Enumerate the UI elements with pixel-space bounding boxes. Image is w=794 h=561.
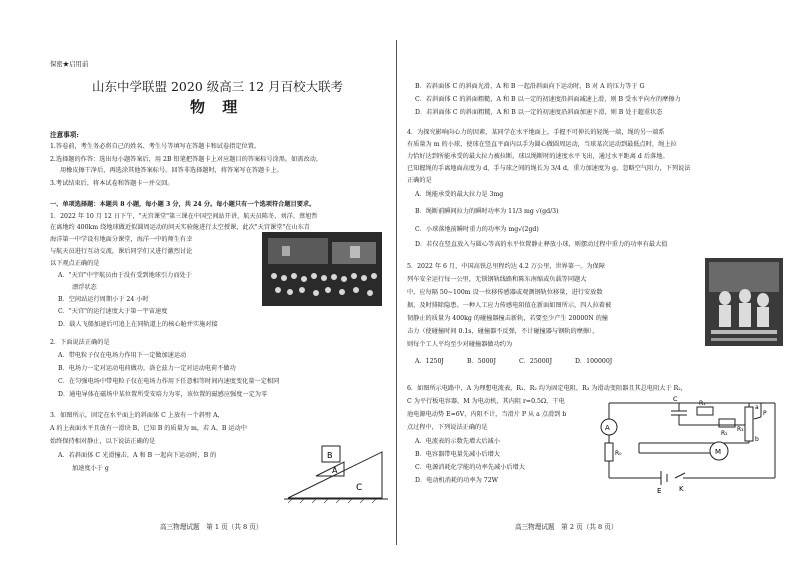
right-column xyxy=(397,0,794,561)
classroom-photo-image xyxy=(262,232,382,306)
q4-line: 4．为探究影响向心力的因素，某同学在水平地面上，手握不可伸长的轻绳一端，绳的另一端系 xyxy=(407,129,665,136)
q4-line: 力恰好达到所能承受的最大拉力被拉断，球以绳断时的速度水平飞出，通过水平距离 d 后落地。 xyxy=(407,153,669,160)
q3-line: 3．如图所示，固定在水平面上的斜面体 C 上放有一个斜劈 A， xyxy=(50,412,224,419)
q1-option: D．载人飞船加速后可追上在同轨道上的核心舱并实施对接 xyxy=(58,321,218,328)
block-b-label: B xyxy=(327,451,333,460)
ammeter-label: A xyxy=(605,424,610,432)
q5-line: 则每个工人平均至少对碰撞器做功约为 xyxy=(407,341,513,348)
q1-option: A．"天宫"中宇航员由于没有受到地球引力而处于 xyxy=(58,272,192,279)
point-a-label: a xyxy=(755,404,759,411)
q4-line: 已知握绳的手离地面高度为 d，手与球之间的绳长为 3/4 d，重力加速度为 g，忽略空气阻力，下列说法 xyxy=(407,165,691,172)
q5-line: 列车安全运行每一公里，无锁钢轨线路和陈东南缩或负载等同题大 xyxy=(407,276,587,283)
q2-stem: 2．下面说法正确的是 xyxy=(50,339,110,346)
q5-line: 中，应每隔 50~100m 设一位移传感器或观测钢轨位移量，进行安放数 xyxy=(407,289,603,296)
incline-c-label: C xyxy=(356,483,363,493)
q4-option: D．若仅在竖直放入与圆心等高的水平位置静止释放小球，则摆动过程中重力的功率有最大值 xyxy=(415,241,668,248)
classroom-photo xyxy=(262,232,382,306)
secret-label: 保密★启用前 xyxy=(50,60,89,68)
q6-option: A．电流表的示数先增大后减小 xyxy=(415,438,500,445)
rail-photo-image xyxy=(705,258,783,346)
section-heading: 一、单项选择题：本题共 8 小题，每小题 3 分，共 24 分。每小题只有一个选项符合题目要求。 xyxy=(50,201,316,208)
wedge-a-label: A xyxy=(332,466,338,475)
q5-line: 击力（使碰撞时间 0.1s，碰撞器不反弹，不计碰撞器与钢轨的摩擦）， xyxy=(407,328,599,335)
q3-line: A 的上表面水平且放有一滑块 B，已知 B 的质量为 m，若 A、B 运动中 xyxy=(50,425,247,432)
note-item: 用橡皮擦干净后，再选涂其他答案标号。回答非选择题时，将答案写在答题卡上。 xyxy=(60,167,283,174)
subject-title: 物 理 xyxy=(190,98,244,116)
note-item: 2.选择题的作答：选出每小题答案后，用 2B 铅笔把答题卡上对应题目的答案标号涂黑。如需改动， xyxy=(50,156,323,163)
circuit-diagram xyxy=(599,383,785,495)
q2-option: A．带电粒子仅在电场力作用下一定做加速运动 xyxy=(58,352,187,359)
q1-option: 漂浮状态 xyxy=(72,284,97,291)
capacitor-label: C xyxy=(673,395,678,403)
footer-left: 高三物理试题 第 1 页（共 8 页） xyxy=(160,523,263,531)
note-item: 1.答卷前，考生务必将自己的姓名、考生号等填写在答题卡和试卷指定位置。 xyxy=(50,143,261,150)
q3-line: 始终保持相对静止，以下说法正确的是 xyxy=(50,438,156,445)
q4-option: A．绳能承受的最大拉力是 3mg xyxy=(415,191,504,198)
q5-line: 5．2022 年 6 月，中国高铁总里程约达 4.2 万公里，世界第一。为保障 xyxy=(407,263,605,270)
r2-label: R₂ xyxy=(721,430,728,437)
q5-line: 据，及时排除隐患。一种人工应力传感电阻值在新面如图所示，四人拉着被 xyxy=(407,302,612,309)
q6-line: 6．如图所示电路中，A 为理想电流表，R₁、R₂ 均为固定电阻，R₃ 为滑动变阻器且其总电阻大于 R₂， xyxy=(407,385,687,392)
q4-line: 正确的是 xyxy=(407,177,432,184)
rail-photo xyxy=(705,258,783,346)
switch-k-label: K xyxy=(679,485,684,493)
q5-option: B．5000J xyxy=(467,358,496,365)
q1-option: B．空间站运行周期小于 24 小时 xyxy=(58,296,149,303)
q2-option: C．在匀强电场中带电粒子仅在电场力作用下任意相等时间内速度变化量一定相同 xyxy=(58,378,280,385)
q2-option: B．电场力一定对运动电荷做功，洛仑兹力一定对运动电荷不做功 xyxy=(58,365,236,372)
q6-option: C．电源消耗化学能的功率先减小后增大 xyxy=(415,464,525,471)
q6-option: D．电动机消耗的功率为 72W xyxy=(415,477,499,484)
q3-option: A．若斜面体 C 光滑撞击，A 和 B 一起向下运动时，B 的 xyxy=(58,452,217,459)
q4-line: 有质量为 m 的小球，使球在竖直平面内以手为圆心做圆周运动，当球某次运动到最低点时，绳上拉 xyxy=(407,141,677,148)
q1-option: C．"天宫"的运行速度大于第一宇宙速度 xyxy=(58,308,168,315)
q1-line: 1．2022 年 10 月 12 日下午，"天宫课堂"第三课在中国空间站开讲，航天员陈冬、刘洋、蔡旭哲 xyxy=(50,213,318,220)
q2-option: D．通电导体在磁场中某位置所受安培力为零，该位置的磁感应强度一定为零 xyxy=(58,391,268,398)
r1-label: R₁ xyxy=(699,400,706,407)
q4-option: C．小球落地前瞬时重力的功率为 mg√(2gd) xyxy=(415,226,539,233)
note-item: 3.考试结束后，将本试卷和答题卡一并交回。 xyxy=(50,180,174,187)
r0-label: R₀ xyxy=(615,450,622,457)
slider-p-label: P xyxy=(763,410,767,417)
motor-label: M xyxy=(715,448,722,456)
q3-option: D．若斜面体 C 的斜面粗糙，A 和 B 以一定的初速度沿斜面加速下滑，则 B 处于超重状态 xyxy=(415,109,663,116)
q3-option: B．若斜面体 C 的斜面光滑，A 和 B 一起沿斜面向下运动时，B 对 A 的压力等于 G xyxy=(415,83,645,90)
q6-option: B．电容器带电量先减小后增大 xyxy=(415,451,500,458)
q1-line: 与航天员进行互动交流，课后同学们又进行激烈讨论 xyxy=(50,248,193,255)
incline-figure xyxy=(282,412,390,504)
q3-option: 加速度小于 g xyxy=(72,465,109,472)
footer-right: 高三物理试题 第 2 页（共 8 页） xyxy=(515,523,618,531)
q5-line: 韧静止的质量为 400kg 的碰撞器撞击新轨，若要至少产生 20000N 的撞 xyxy=(407,315,608,322)
notes-heading: 注意事项: xyxy=(50,131,79,139)
q6-line: C 为平行板电容器，M 为电动机，其内阻 r=0.5Ω，干电 xyxy=(407,398,565,405)
q6-line: 点过程中，下列说法正确的是 xyxy=(407,424,488,431)
q5-option: D．100000J xyxy=(575,358,613,365)
r3-label: R₃ xyxy=(737,426,744,433)
q3-option: C．若斜面体 C 的斜面粗糙，A 和 B 以一定的初速度沿斜面减速上滑，则 B 受水平向左的摩擦力 xyxy=(415,96,681,103)
q5-option: A．1250J xyxy=(415,358,444,365)
q4-option: B．绳断前瞬间拉力的瞬时功率为 11/3 mg √(gd/3) xyxy=(415,208,559,215)
q1-line: 在离地约 400km 绕地球做近似圆周运动的问天实验舱进行太空授课，此次"天宫课堂"在山东青 xyxy=(50,224,310,231)
q1-line: 海洋第一中学设有地面分课堂，海洋一中的师生有幸 xyxy=(50,236,193,243)
point-b-label: b xyxy=(755,436,759,443)
q1-line: 以下观点正确的是 xyxy=(50,260,100,267)
battery-e-label: E xyxy=(657,487,662,495)
q5-option: C．25000J xyxy=(519,358,553,365)
exam-title: 山东中学联盟 2020 级高三 12 月百校大联考 xyxy=(92,79,344,94)
q6-line: 池电源电动势 E=6V，内阻不计，当滑片 P 从 a 点滑到 b xyxy=(407,411,567,418)
